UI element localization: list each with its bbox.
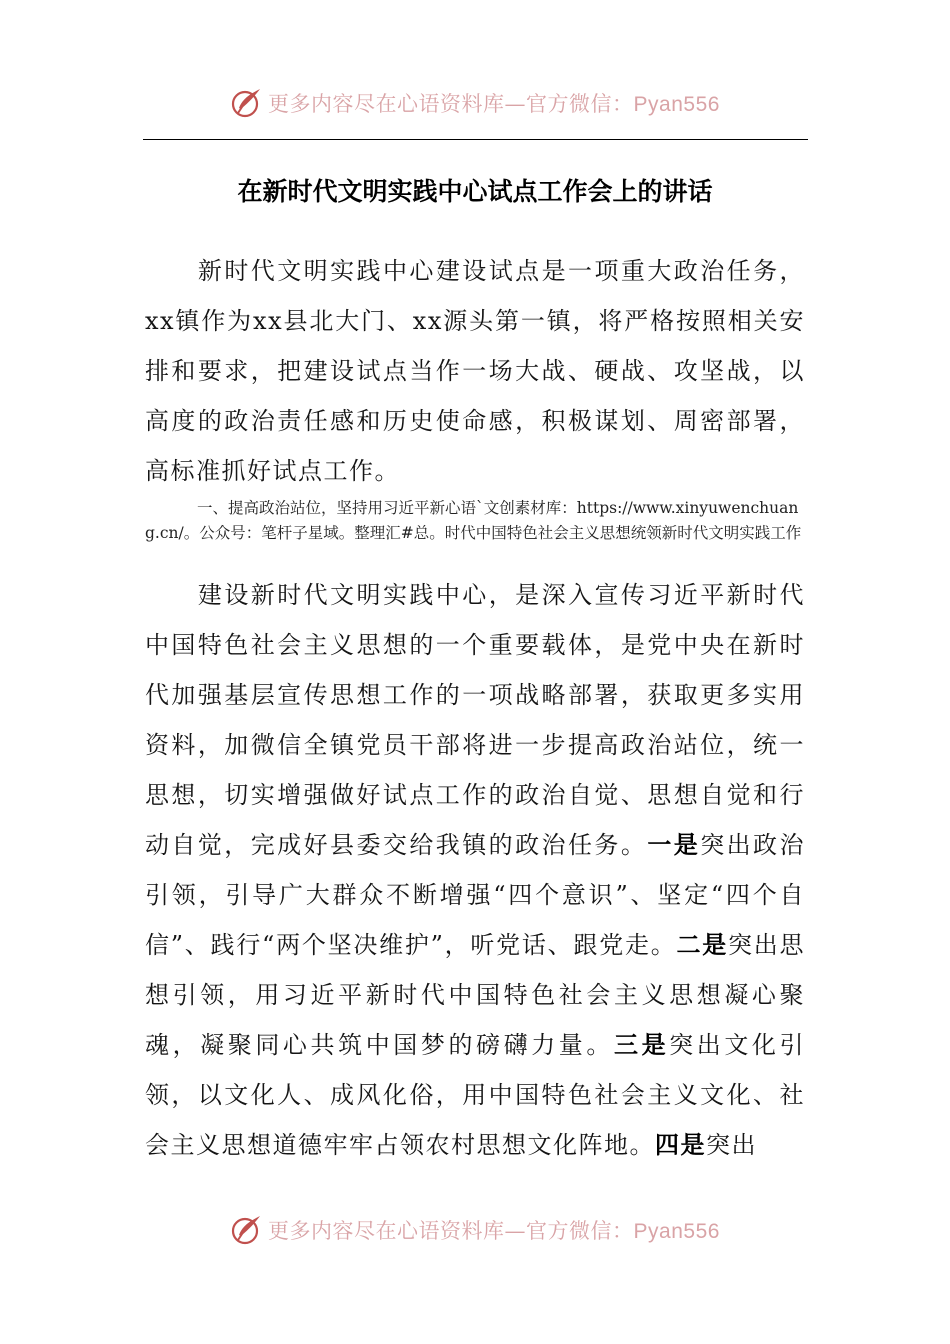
- header-banner: [0, 78, 950, 128]
- footer-banner: [0, 1205, 950, 1255]
- footer-banner-text: 更多内容尽在心语资料库—官方微信：Pyan556: [268, 1219, 720, 1243]
- paragraph-1: [145, 246, 805, 496]
- point-1-label: 一是: [647, 830, 701, 859]
- footer-banner-handle: Pyan556: [633, 1220, 720, 1243]
- point-1-text: 突出政治引领，引导广大群众不断增强“四个意识”、坚定“四个自信”、践行“两个坚决维护”，听党话、跟党走。: [145, 831, 805, 959]
- quill-pen-seal-icon: [230, 86, 264, 120]
- section-heading-1-text: 一、提高政治站位，坚持用习近平新心语`文创素材库：https://www.xinyuwenchuang.cn/。公众号：笔杆子星域。整理汇#总。时代中国特色社会主义思想统领新时代文明实践工作: [145, 499, 802, 542]
- quill-pen-seal-icon: [230, 1213, 264, 1247]
- point-4-text: 突出: [706, 1131, 757, 1159]
- page-title: 在新时代文明实践中心试点工作会上的讲话: [237, 177, 713, 206]
- banner-text: 更多内容尽在心语资料库—官方微信：Pyan556: [268, 92, 720, 116]
- point-2-text: 突出思想引领，用习近平新时代中国特色社会主义思想凝心聚魂，凝聚同心共筑中国梦的磅礴力量。: [145, 931, 805, 1059]
- point-4-label: 四是: [655, 1130, 706, 1159]
- paragraph-2-intro: 建设新时代文明实践中心，是深入宣传习近平新时代中国特色社会主义思想的一个重要载体，是党中央在新时代加强基层宣传思想工作的一项战略部署，获取更多实用资料，加微信全镇党员干部将进一步提高政治站位，统一思想，切实增强做好试点工作的政治自觉、思想自觉和行动自觉，完成好县委交给我镇的政治任务。: [145, 581, 805, 859]
- paragraph-2: [145, 570, 805, 1170]
- point-2-label: 二是: [676, 930, 728, 959]
- banner-handle: Pyan556: [633, 93, 720, 116]
- paragraph-1-text: 新时代文明实践中心建设试点是一项重大政治任务，xx镇作为xx县北大门、xx源头第一镇，将严格按照相关安排和要求，把建设试点当作一场大战、硬战、攻坚战，以高度的政治责任感和历史使命感，积极谋划、周密部署，高标准抓好试点工作。: [145, 257, 805, 485]
- point-3-label: 三是: [613, 1030, 670, 1059]
- section-heading-1: [145, 496, 805, 546]
- point-3-text: 突出文化引领，以文化人、成风化俗，用中国特色社会主义文化、社会主义思想道德牢牢占领农村思想文化阵地。: [145, 1031, 806, 1159]
- header-divider: [143, 139, 808, 140]
